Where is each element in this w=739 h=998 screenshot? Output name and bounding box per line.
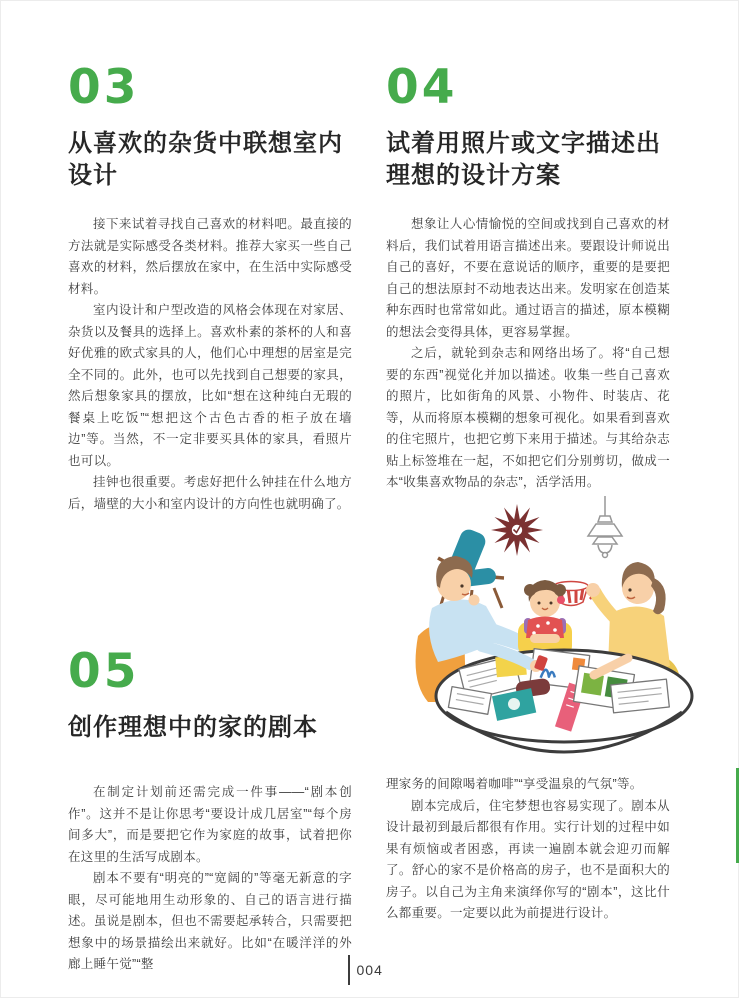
section-03 [68,60,352,515]
section-05-right-column [386,774,670,925]
body-paragraph: 之后，就轮到杂志和网络出场了。将“自己想要的东西”视觉化并加以描述。收集一些自己喜欢的照片，比如街角的风景、小物件、时装店、花等，从而将原本模糊的想象可视化。如果看到喜欢的住宅照片，也把它剪下来用于描述。与其给杂志贴上标签堆在一起，不如把它们分别剪切，做成一本“收集喜欢物品的杂志”，活学活用。 [386,346,670,489]
section-body [386,214,670,494]
body-paragraph: 想象让人心情愉悦的空间或找到自己喜欢的材料后，我们试着用语言描述出来。要跟设计师说出自己的喜好，不要在意说话的顺序，重要的是要把自己的想法原封不动地表达出来。发明家在创造某种东西时也常常如此。通过语言的描述，原本模糊的想法会变得具体，更容易掌握。 [386,217,670,339]
page-number: 004 [356,962,383,978]
section-number: 04 [386,60,458,115]
section-04 [386,60,670,494]
body-paragraph: 挂钟也很重要。考虑好把什么钟挂在什么地方后，墙壁的大小和室内设计的方向性也就明确了。 [68,475,352,511]
section-number: 03 [68,60,140,115]
body-paragraph: 剧本完成后，住宅梦想也容易实现了。剧本从设计最初到最后都很有作用。实行计划的过程中如果有烦恼或者困惑，再读一遍剧本就会迎刃而解了。舒心的家不是价格高的房子，也不是面积大的房子。以自己为主角来演绎你写的“剧本”，这比什么都重要。一定要以此为前提进行设计。 [386,798,670,920]
footer-divider [348,955,350,985]
pendant-lamp [588,496,622,558]
body-paragraph: 在制定计划前还需完成一件事——“剧本创作”。这并不是让你思考“要设计成几居室”“每个房间多大”，而是要把它作为家庭的故事，试着把你在这里的生活写成剧本。 [68,785,352,864]
body-paragraph: 接下来试着寻找自己喜欢的材料吧。最直接的方法就是实际感受各类材料。推荐大家买一些自己喜欢的材料，然后摆放在家中，在生活中实际感受材料。 [68,217,352,296]
section-title: 从喜欢的杂货中联想室内设计 [68,130,343,189]
section-title: 创作理想中的家的剧本 [68,714,318,741]
page-footer [348,955,383,985]
body-paragraph: 剧本不要有“明亮的”“宽阔的”等毫无新意的字眼，尽可能地用生动形象的、自己的语言进行描述。虽说是剧本，但也不需要起承转合，只需要把想象中的场景描绘出来就好。比如“在暖洋洋的外廊上睡午觉”“整 [68,871,352,971]
girl-figure [518,580,572,656]
sunburst-clock [491,504,543,556]
body-paragraph-continuation: 理家务的间隙喝着咖啡”“享受温泉的气氛”等。 [386,777,643,791]
section-05-header [68,644,388,764]
section-05-left-column [68,782,352,976]
section-number: 05 [68,644,140,699]
body-paragraph: 室内设计和户型改造的风格会体现在对家居、杂货以及餐具的选择上。喜欢朴素的茶杯的人和喜好优雅的欧式家具的人，他们心中理想的居室是完全不同的。此外，也可以先找到自己想要的家具，然后想象家具的摆放，比如“想在这种纯白无瑕的餐桌上吃饭”“想把这个古色古香的柜子放在墙边”等。当然，不一定非要买具体的家具，看照片也可以。 [68,303,352,468]
section-title: 试着用照片或文字描述出理想的设计方案 [386,130,661,189]
section-body [68,214,352,515]
family-illustration [412,496,720,760]
